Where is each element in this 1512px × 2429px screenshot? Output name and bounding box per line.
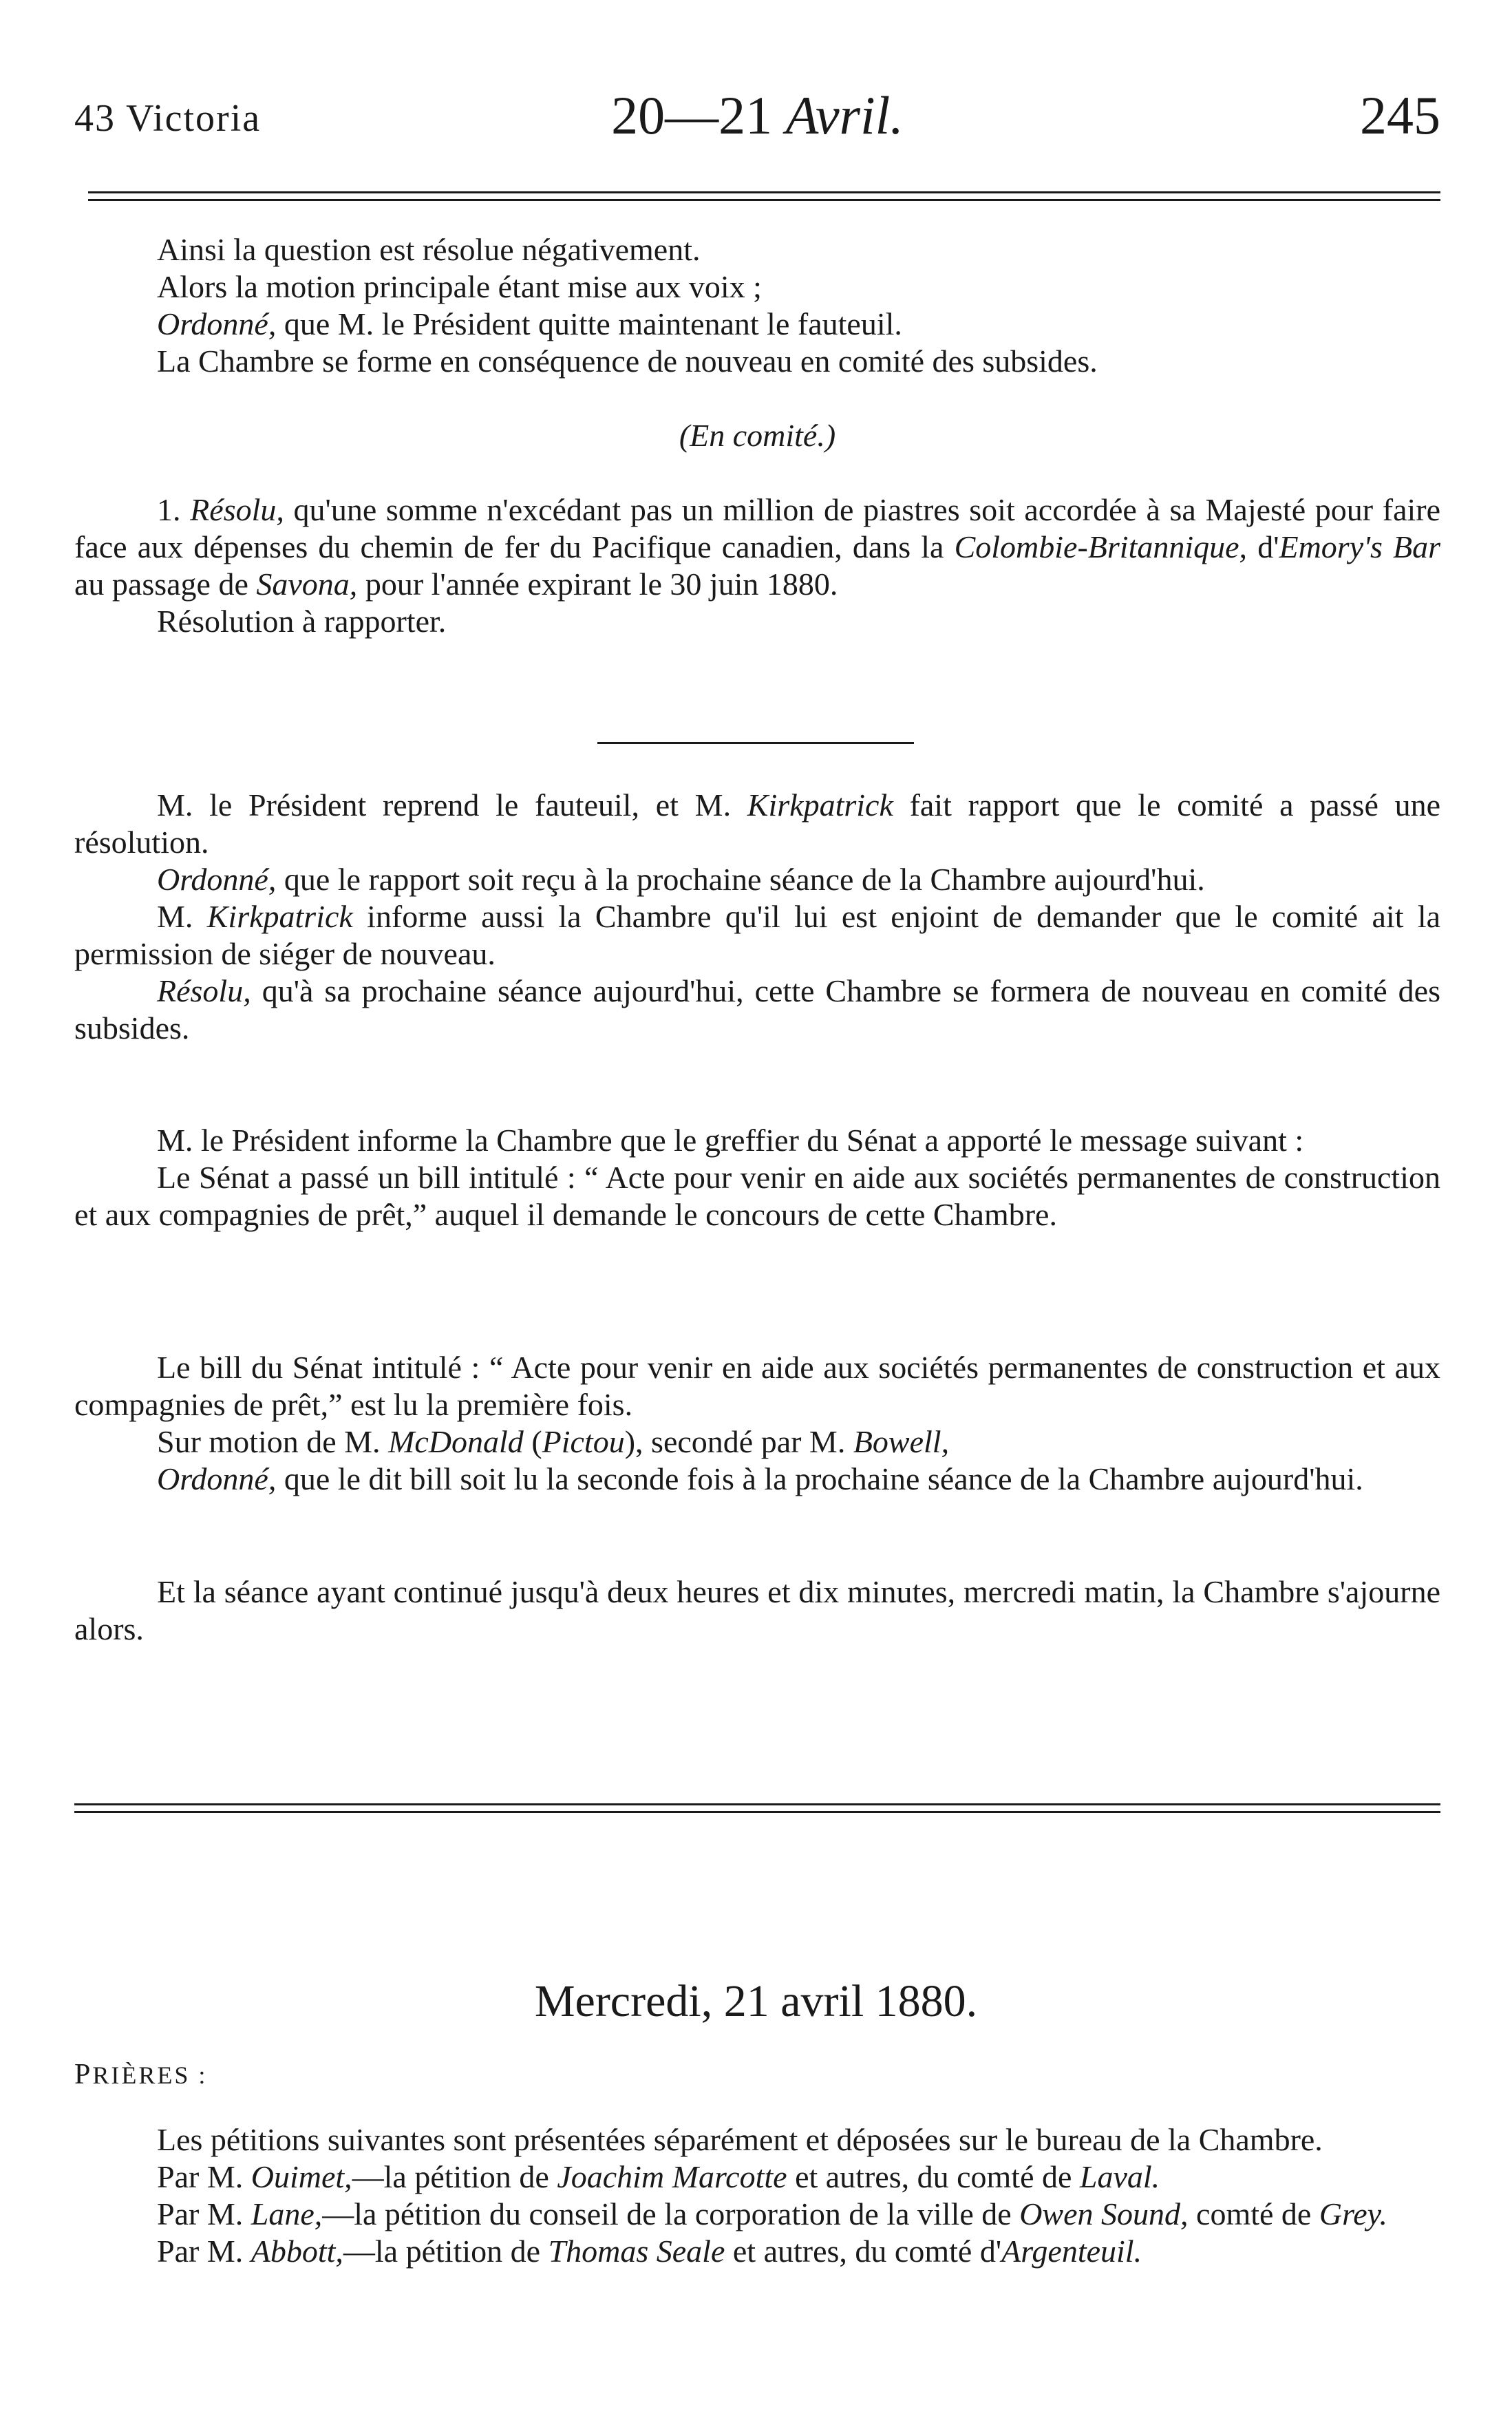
header-month: Avril. [785,85,904,145]
section-committee-supply [74,231,1440,640]
paragraph-text: que le dit bill soit lu la seconde fois à la prochaine séance de la Chambre aujourd'hui. [276,1461,1363,1496]
header-regnal-year: 43 Victoria [74,97,262,140]
petition-text: Par M. [157,2196,251,2231]
paragraph-text: fait rapport que le comité a passé une résolution. [74,787,1440,860]
paragraph-text: que le rapport soit reçu à la prochaine séance de la Chambre aujourd'hui. [276,862,1205,897]
paragraph-text: M. le Président reprend le fauteuil, et M. [157,787,747,823]
paragraph [74,861,1440,898]
prieres-initial: P [74,2059,93,2090]
paragraph [74,973,1440,1047]
resolved-label: Résolu, [190,492,284,527]
day-double-rule [74,1803,1440,1813]
member-name: Kirkpatrick [206,899,353,934]
place-name: Savona, [256,566,358,602]
petition-text: Par M. [157,2234,251,2269]
place-name: Argenteuil. [1001,2234,1142,2269]
paragraph: Alors la motion principale étant mise aux voix ; [157,269,762,304]
section-senate-message [74,1122,1440,1233]
paragraph: La Chambre se forme en conséquence de nouveau en comité des subsides. [157,343,1098,379]
resolution-text: d' [1247,529,1279,564]
section-divider [597,742,914,744]
paragraph-text: ), secondé par M. [624,1424,853,1459]
section-petitions [74,2121,1440,2270]
petition-text: —la pétition de [352,2159,557,2194]
section-senate-bill [74,1349,1440,1498]
resolution-paragraph [74,491,1440,603]
paragraph-text: M. [157,899,207,934]
petition-text: Par M. [157,2159,251,2194]
place-name: Emory's Bar [1279,529,1440,564]
petitioner-name: Joachim Marcotte [557,2159,787,2194]
paragraph-text: ( [523,1424,542,1459]
paragraph [74,1461,1440,1498]
resolution-text: au passage de [74,566,257,602]
paragraph: Le bill du Sénat intitulé : “ Acte pour venir en aide aux sociétés permanentes de construction et aux compagnies de prêt,” est lu la première fois. [74,1350,1440,1422]
member-name: Bowell, [853,1424,950,1459]
paragraph-text: que M. le Président quitte maintenant le fauteuil. [276,306,902,341]
paragraph: Le Sénat a passé un bill intitulé : “ Acte pour venir en aide aux sociétés permanentes de construction et aux compagnies de prêt,” auquel il demande le concours de cette Chambre. [74,1160,1440,1232]
paragraph [74,306,1440,343]
paragraph-text: qu'à sa prochaine séance aujourd'hui, cette Chambre se formera de nouveau en comité des subsides. [74,973,1440,1046]
petition-text: comté de [1188,2196,1319,2231]
member-name: Lane, [251,2196,323,2231]
prieres-rest: RIÈRES : [92,2061,208,2089]
place-name: Colombie-Britannique, [954,529,1248,564]
place-name: Pictou [542,1424,625,1459]
prieres-label [74,2058,207,2091]
running-header [74,81,1440,157]
place-name: Laval. [1079,2159,1160,2194]
petition-text: et autres, du comté de [787,2159,1080,2194]
day-title: Mercredi, 21 avril 1880. [534,1976,978,2026]
place-name: Grey. [1319,2196,1388,2231]
resolution-text: qu'une somme n'excédant pas un million de piastres soit accordée à sa Majesté pour faire face aux dépenses du chemin de fer du Pacifique canadien, dans la [74,492,1441,564]
petitioner-name: Thomas Seale [548,2234,725,2269]
member-name: Kirkpatrick [747,787,893,823]
paragraph [74,787,1440,861]
paragraph [74,898,1440,973]
header-dates [74,85,1440,147]
place-name: Owen Sound, [1019,2196,1189,2231]
member-name: Ouimet, [251,2159,352,2194]
member-name: McDonald [388,1424,524,1459]
header-double-rule [88,191,1440,201]
paragraph [74,1423,1440,1461]
en-comite-text: (En comité.) [679,418,836,453]
petition-text: —la pétition de [343,2234,549,2269]
paragraph: Ainsi la question est résolue négativement. [157,232,701,267]
petition-item [74,2196,1440,2233]
resolution-text: pour l'année expirant le 30 juin 1880. [357,566,838,602]
section-adjournment [74,1573,1440,1648]
en-comite-heading [74,417,1440,454]
paragraph: Et la séance ayant continué jusqu'à deux heures et dix minutes, mercredi matin, la Chambre s'ajourne alors. [74,1574,1440,1646]
section-report [74,787,1440,1047]
paragraph: Résolution à rapporter. [157,604,447,639]
paragraph: M. le Président informe la Chambre que le greffier du Sénat a apporté le message suivant : [157,1123,1304,1158]
ordered-label: Ordonné, [157,862,277,897]
petition-text: —la pétition du conseil de la corporation de la ville de [322,2196,1020,2231]
page-number: 245 [1360,85,1440,145]
resolved-label: Résolu, [157,973,251,1008]
header-day-range: 20—21 [611,85,786,145]
paragraph-text: Sur motion de M. [157,1424,389,1459]
member-name: Abbott, [251,2234,343,2269]
petition-item [74,2158,1440,2196]
ordered-label: Ordonné, [157,306,277,341]
petition-text: et autres, du comté d' [725,2234,1002,2269]
ordered-label: Ordonné, [157,1461,277,1496]
resolution-number: 1. [157,492,191,527]
paragraph: Les pétitions suivantes sont présentées séparément et déposées sur le bureau de la Chambre. [157,2122,1323,2157]
petition-item [74,2233,1440,2270]
paragraph-text: informe aussi la Chambre qu'il lui est enjoint de demander que le comité ait la permission de siéger de nouveau. [74,899,1441,971]
